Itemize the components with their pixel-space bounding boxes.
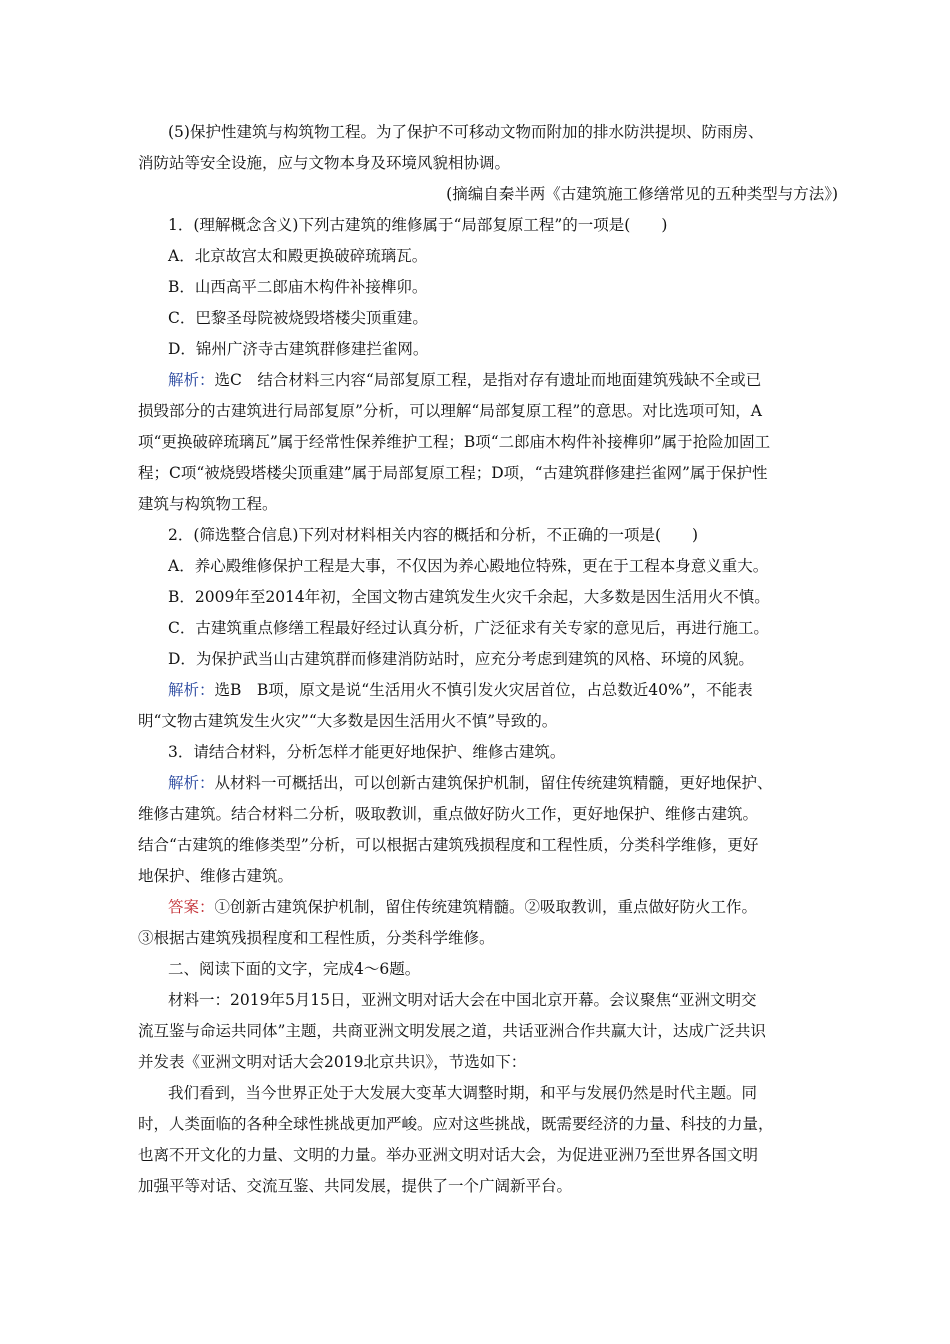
question-3-analysis-line-2: 维修古建筑。结合材料二分析，吸取教训，重点做好防火工作，更好地保护、维修古建筑。	[138, 805, 759, 823]
question-3-answer-line-2: ③根据古建筑残损程度和工程性质，分类科学维修。	[138, 929, 495, 947]
question-1-stem: 1．(理解概念含义)下列古建筑的维修属于“局部复原工程”的一项是( )	[168, 216, 668, 234]
analysis-text: 选B B项，原文是说“生活用火不慎引发火灾居首位，占总数近40%”，不能表	[214, 681, 753, 699]
excerpt-line-3: 也离不开文化的力量、文明的力量。举办亚洲文明对话大会，为促进亚洲乃至世界各国文明	[138, 1146, 759, 1164]
material-one-line-1: 材料一：2019年5月15日，亚洲文明对话大会在中国北京开幕。会议聚焦“亚洲文明交	[168, 991, 757, 1009]
question-3-answer-line-1	[138, 892, 838, 923]
material-one-line-2: 流互鉴与命运共同体”主题，共商亚洲文明发展之道，共话亚洲合作共赢大计，达成广泛共识	[138, 1022, 766, 1040]
source-citation: (摘编自秦半两《古建筑施工修缮常见的五种类型与方法》)	[446, 185, 838, 203]
question-3-analysis-line-4: 地保护、维修古建筑。	[138, 867, 294, 885]
question-1-analysis-line-1	[138, 365, 838, 396]
material-one-line-3: 并发表《亚洲文明对话大会2019北京共识》，节选如下：	[138, 1053, 527, 1071]
analysis-text: 选C 结合材料三内容“局部复原工程，是指对存有遗址而地面建筑残缺不全或已	[214, 371, 762, 389]
question-3-stem: 3．请结合材料，分析怎样才能更好地保护、维修古建筑。	[168, 743, 566, 761]
question-1-analysis-line-5: 建筑与构筑物工程。	[138, 495, 278, 513]
material-five-line-1: (5)保护性建筑与构筑物工程。为了保护不可移动文物而附加的排水防洪提坝、防雨房、	[168, 123, 764, 141]
question-2-analysis-line-1	[138, 675, 838, 706]
question-1-analysis-line-4: 程；C项“被烧毁塔楼尖顶重建”属于局部复原工程；D项，“古建筑群修建拦雀网”属于保护性	[138, 464, 768, 482]
material-five-line-2: 消防站等安全设施，应与文物本身及环境风貌相协调。	[138, 154, 511, 172]
analysis-label: 解析：	[168, 371, 215, 389]
analysis-text: 从材料一可概括出，可以创新古建筑保护机制，留住传统建筑精髓，更好地保护、	[214, 774, 773, 792]
answer-label: 答案：	[168, 898, 215, 916]
question-1-option-b: B．山西高平二郎庙木构件补接榫卯。	[168, 278, 428, 296]
question-2-option-d: D．为保护武当山古建筑群而修建消防站时，应充分考虑到建筑的风格、环境的风貌。	[168, 650, 754, 668]
question-1-option-d: D．锦州广济寺古建筑群修建拦雀网。	[168, 340, 429, 358]
analysis-label: 解析：	[168, 681, 215, 699]
analysis-label: 解析：	[168, 774, 215, 792]
question-1-analysis-line-3: 项“更换破碎琉璃瓦”属于经常性保养维护工程；B项“二郎庙木构件补接榫卯”属于抢险加固工	[138, 433, 771, 451]
excerpt-line-1: 我们看到，当今世界正处于大发展大变革大调整时期，和平与发展仍然是时代主题。同	[168, 1084, 758, 1102]
question-3-analysis-line-1	[138, 768, 838, 799]
question-1-option-c: C．巴黎圣母院被烧毁塔楼尖顶重建。	[168, 309, 428, 327]
question-2-analysis-line-2: 明“文物古建筑发生火灾”“大多数是因生活用火不慎”导致的。	[138, 712, 558, 730]
question-2-option-b: B．2009年至2014年初，全国文物古建筑发生火灾千余起，大多数是因生活用火不慎。	[168, 588, 770, 606]
excerpt-line-2: 时，人类面临的各种全球性挑战更加严峻。应对这些挑战，既需要经济的力量、科技的力量，	[138, 1115, 774, 1133]
question-2-option-a: A．养心殿维修保护工程是大事，不仅因为养心殿地位特殊，更在于工程本身意义重大。	[168, 557, 769, 575]
question-2-option-c: C．古建筑重点修缮工程最好经过认真分析，广泛征求有关专家的意见后，再进行施工。	[168, 619, 769, 637]
question-1-analysis-line-2: 损毁部分的古建筑进行局部复原”分析，可以理解“局部复原工程”的意思。对比选项可知，A	[138, 402, 762, 420]
question-1-option-a: A．北京故宫太和殿更换破碎琉璃瓦。	[168, 247, 428, 265]
question-3-analysis-line-3: 结合“古建筑的维修类型”分析，可以根据古建筑残损程度和工程性质，分类科学维修，更好	[138, 836, 759, 854]
section-two-heading: 二、阅读下面的文字，完成4～6题。	[168, 960, 421, 978]
question-2-stem: 2．(筛选整合信息)下列对材料相关内容的概括和分析，不正确的一项是( )	[168, 526, 699, 544]
excerpt-line-4: 加强平等对话、交流互鉴、共同发展，提供了一个广阔新平台。	[138, 1177, 573, 1195]
answer-text: ①创新古建筑保护机制，留住传统建筑精髓。②吸取教训，重点做好防火工作。	[214, 898, 758, 916]
